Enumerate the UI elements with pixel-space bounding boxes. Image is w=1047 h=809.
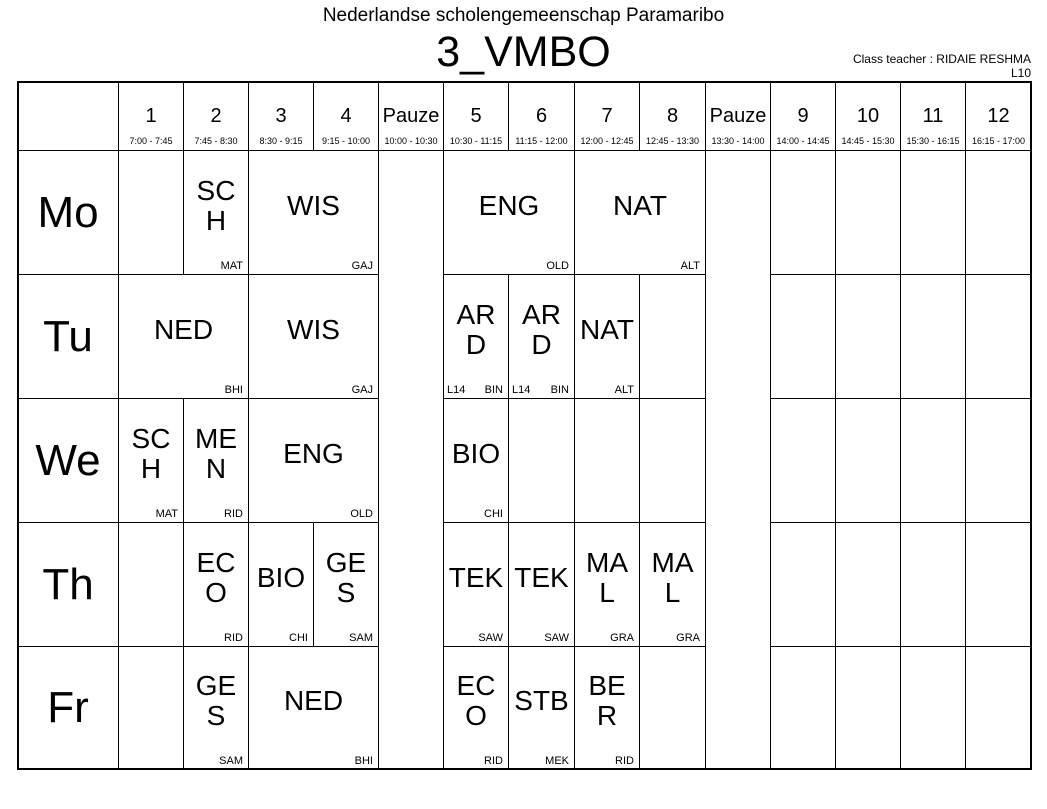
period-header [118, 81, 183, 150]
period-label: 7 [601, 105, 613, 127]
period-time: 13:30 - 14:00 [711, 136, 765, 146]
lesson-cell [508, 522, 574, 646]
period-label: Pauze [709, 105, 767, 127]
lesson-subject: WIS [287, 313, 340, 345]
lesson-subject: ME N [195, 422, 237, 484]
lesson-subject: MA L [586, 546, 628, 608]
day-label: Fr [17, 646, 118, 769]
empty-cell [965, 274, 1031, 398]
empty-cell [900, 398, 965, 522]
period-time: 12:45 - 13:30 [645, 136, 700, 146]
period-label: 6 [535, 105, 548, 127]
empty-cell [900, 274, 965, 398]
lesson-subject: STB [514, 685, 569, 716]
lesson-teacher: BHI [224, 384, 243, 396]
day-label: We [17, 398, 118, 522]
lesson-teacher: SAW [478, 632, 503, 644]
lesson-cell [443, 522, 508, 646]
period-header [770, 81, 835, 150]
period-header [443, 81, 508, 150]
lesson-cell [183, 398, 248, 522]
lesson-cell [443, 646, 508, 769]
lesson-subject: NAT [580, 313, 634, 345]
lesson-teacher: BHI [354, 755, 373, 767]
day-label: Th [17, 522, 118, 646]
lesson-cell [118, 274, 248, 398]
lesson-cell [443, 150, 574, 274]
period-time: 7:00 - 7:45 [129, 136, 173, 146]
lesson-cell [508, 274, 574, 398]
empty-cell [770, 646, 835, 769]
lesson-cell [248, 398, 378, 522]
period-time: 12:00 - 12:45 [580, 136, 634, 146]
lesson-subject: EC O [196, 546, 236, 608]
period-header [900, 81, 965, 150]
empty-cell [835, 398, 900, 522]
period-label: 1 [145, 105, 157, 127]
period-time: 14:00 - 14:45 [776, 136, 830, 146]
lesson-cell [248, 274, 378, 398]
period-header [965, 81, 1031, 150]
lesson-teacher: RID [224, 508, 243, 520]
empty-cell [639, 646, 705, 769]
lesson-teacher: SAM [349, 632, 373, 644]
lesson-cell [183, 150, 248, 274]
lesson-teacher: GAJ [351, 384, 373, 396]
lesson-subject: WIS [287, 189, 340, 221]
empty-cell [770, 522, 835, 646]
period-header [183, 81, 248, 150]
lesson-cell [574, 522, 639, 646]
empty-cell [835, 646, 900, 769]
class-room: L10 [1010, 66, 1031, 80]
lesson-subject: BIO [451, 437, 501, 469]
pause-column [705, 150, 770, 769]
class-teacher: Class teacher : RIDAIE RESHMA [852, 52, 1031, 66]
lesson-cell [118, 398, 183, 522]
period-time: 10:30 - 11:15 [449, 136, 503, 146]
empty-cell [508, 398, 574, 522]
empty-cell [574, 398, 639, 522]
pause-header [705, 81, 770, 150]
pause-header [378, 81, 443, 150]
lesson-teacher: BIN [484, 384, 503, 396]
period-header [313, 81, 378, 150]
lesson-subject: NED [153, 313, 214, 345]
empty-cell [639, 274, 705, 398]
lesson-cell [574, 150, 705, 274]
lesson-subject: BIO [256, 561, 306, 593]
period-time: 10:00 - 10:30 [384, 136, 438, 146]
lesson-teacher: OLD [546, 260, 569, 272]
lesson-teacher: SAW [544, 632, 569, 644]
pause-column [378, 150, 443, 769]
empty-cell [835, 522, 900, 646]
period-label: 4 [340, 105, 352, 127]
day-label: Mo [17, 150, 118, 274]
empty-cell [118, 522, 183, 646]
lesson-subject: MA L [651, 546, 694, 608]
empty-cell [770, 150, 835, 274]
period-time: 9:15 - 10:00 [321, 136, 371, 146]
lesson-subject: AR D [522, 298, 561, 360]
lesson-cell [183, 522, 248, 646]
lesson-teacher: MAT [220, 260, 243, 272]
lesson-cell [183, 646, 248, 769]
period-label: 8 [666, 105, 679, 127]
period-label: 9 [797, 105, 809, 127]
lesson-teacher: CHI [289, 632, 308, 644]
lesson-subject: SC H [196, 174, 236, 236]
lesson-teacher: MEK [545, 755, 569, 767]
empty-cell [118, 150, 183, 274]
lesson-room: L14 [447, 384, 466, 396]
lesson-teacher: BIN [550, 384, 569, 396]
lesson-subject: ENG [283, 437, 344, 469]
period-label: 11 [922, 105, 944, 127]
lesson-subject: AR D [456, 298, 496, 360]
period-header [574, 81, 639, 150]
lesson-teacher: SAM [219, 755, 243, 767]
lesson-teacher: GRA [676, 632, 700, 644]
class-title: 3_VMBO [436, 28, 611, 76]
period-label: 3 [275, 105, 287, 127]
lesson-teacher: MAT [155, 508, 178, 520]
lesson-subject: GE S [195, 670, 237, 731]
lesson-room: L14 [512, 384, 531, 396]
period-header [248, 81, 313, 150]
lesson-cell [313, 522, 378, 646]
lesson-cell [574, 274, 639, 398]
day-label: Tu [17, 274, 118, 398]
period-time: 16:15 - 17:00 [971, 136, 1026, 146]
empty-cell [965, 398, 1031, 522]
period-header [835, 81, 900, 150]
lesson-subject: NAT [613, 189, 667, 221]
lesson-cell [443, 274, 508, 398]
period-time: 7:45 - 8:30 [194, 136, 238, 146]
lesson-teacher: RID [484, 755, 503, 767]
lesson-teacher: GAJ [351, 260, 373, 272]
lesson-subject: NED [283, 685, 344, 716]
empty-cell [118, 646, 183, 769]
empty-cell [835, 150, 900, 274]
period-label: 2 [210, 105, 222, 127]
lesson-subject: GE S [325, 546, 367, 608]
empty-cell [965, 646, 1031, 769]
period-label: Pauze [382, 105, 440, 127]
lesson-teacher: RID [615, 755, 634, 767]
lesson-subject: EC O [456, 670, 496, 731]
empty-cell [770, 274, 835, 398]
empty-cell [770, 398, 835, 522]
lesson-cell [248, 150, 378, 274]
lesson-subject: BE R [588, 670, 626, 731]
empty-cell [835, 274, 900, 398]
empty-cell [965, 150, 1031, 274]
empty-cell [900, 646, 965, 769]
lesson-subject: TEK [448, 561, 504, 593]
period-header [639, 81, 705, 150]
lesson-cell [574, 646, 639, 769]
lesson-cell [639, 522, 705, 646]
period-label: 5 [470, 105, 482, 127]
lesson-teacher: ALT [680, 260, 700, 272]
period-label: 10 [856, 105, 880, 127]
school-name: Nederlandse scholengemeenschap Paramaribo [322, 5, 725, 26]
lesson-teacher: ALT [614, 384, 634, 396]
empty-cell [900, 522, 965, 646]
lesson-cell [443, 398, 508, 522]
lesson-teacher: RID [224, 632, 243, 644]
lesson-subject: SC H [131, 422, 171, 484]
lesson-teacher: OLD [350, 508, 373, 520]
empty-cell [900, 150, 965, 274]
lesson-teacher: CHI [484, 508, 503, 520]
lesson-cell [508, 646, 574, 769]
lesson-teacher: GRA [610, 632, 634, 644]
period-time: 8:30 - 9:15 [259, 136, 303, 146]
lesson-subject: TEK [514, 561, 569, 593]
lesson-cell [248, 522, 313, 646]
empty-cell [639, 398, 705, 522]
lesson-subject: ENG [478, 189, 540, 221]
period-time: 14:45 - 15:30 [841, 136, 895, 146]
header-corner [17, 81, 118, 150]
period-time: 11:15 - 12:00 [515, 136, 568, 146]
lesson-cell [248, 646, 378, 769]
period-label: 12 [987, 105, 1010, 127]
period-time: 15:30 - 16:15 [906, 136, 960, 146]
empty-cell [965, 522, 1031, 646]
period-header [508, 81, 574, 150]
